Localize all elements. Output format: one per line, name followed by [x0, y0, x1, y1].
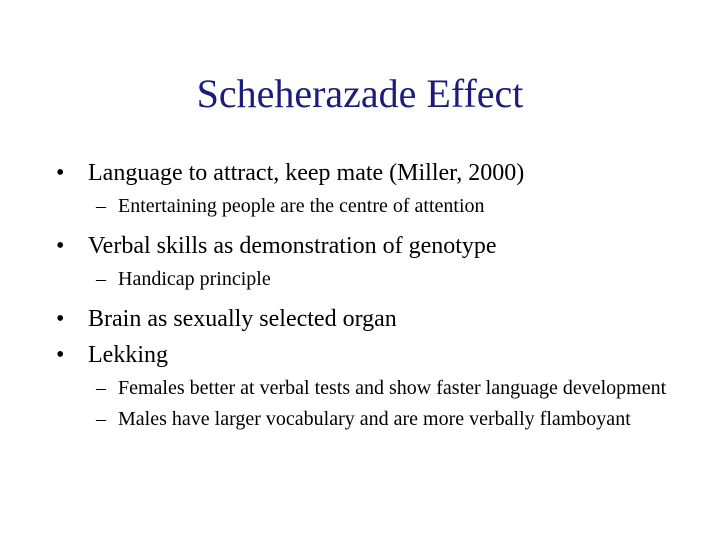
sub-bullet-item: [56, 194, 676, 219]
sub-bullet-item: [56, 267, 676, 292]
sub-bullet-marker: –: [96, 408, 106, 430]
sub-bullet-text: Females better at verbal tests and show faster language development: [118, 377, 667, 399]
sub-bullet-text: Handicap principle: [118, 268, 271, 290]
bullet-text: Language to attract, keep mate (Miller, 2000): [88, 160, 525, 186]
bullet-marker: •: [56, 342, 65, 368]
sub-bullet-marker: –: [96, 268, 106, 290]
sub-bullet-marker: –: [96, 195, 106, 217]
sub-bullet-marker: –: [96, 377, 106, 399]
bullet-marker: •: [56, 306, 65, 332]
bullet-text: Verbal skills as demonstration of genotype: [88, 233, 497, 259]
slide-title: Scheherazade Effect: [196, 71, 524, 116]
bullet-item: [56, 158, 676, 188]
bullet-marker: •: [56, 160, 65, 186]
bullet-marker: •: [56, 233, 65, 259]
sub-bullet-item: [56, 407, 676, 432]
sub-bullet-text: Males have larger vocabulary and are more verbally flamboyant: [118, 408, 631, 430]
sub-bullet-item: [56, 376, 676, 401]
bullet-item: [56, 304, 676, 334]
bullet-item: [56, 231, 676, 261]
bullet-item: [56, 340, 676, 370]
bullet-list: [56, 158, 676, 432]
bullet-text: Brain as sexually selected organ: [88, 306, 397, 332]
sub-bullet-text: Entertaining people are the centre of attention: [118, 195, 485, 217]
bullet-text: Lekking: [88, 342, 168, 368]
